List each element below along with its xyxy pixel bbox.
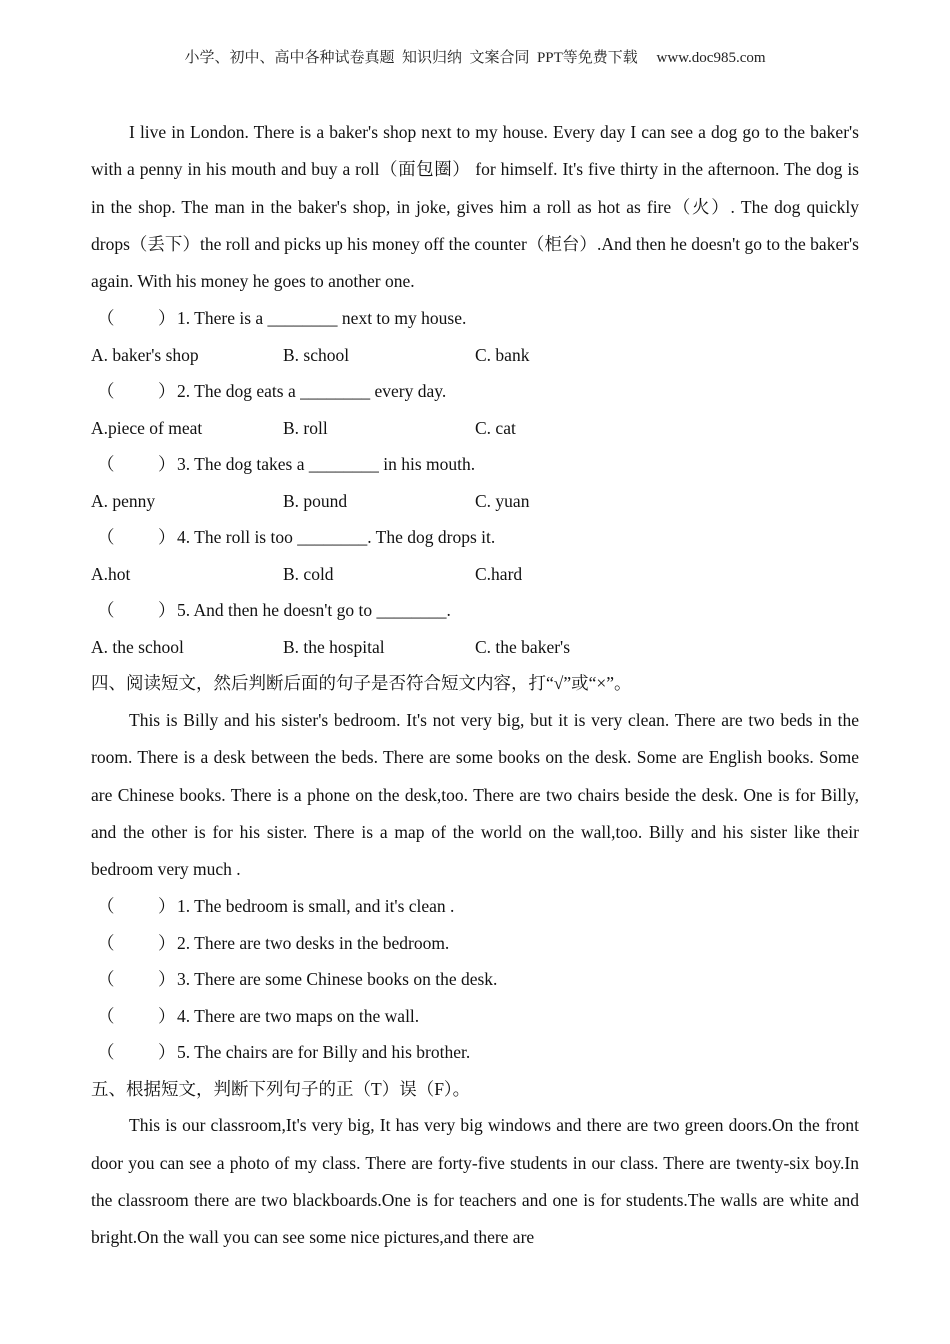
option-b: B. pound bbox=[283, 490, 348, 511]
option-c: C.hard bbox=[475, 563, 523, 584]
options-line bbox=[91, 629, 859, 666]
options-line bbox=[91, 556, 859, 593]
judgement-text: 2. There are two desks in the bedroom. bbox=[177, 932, 450, 953]
section-4-questions bbox=[91, 888, 859, 1071]
judgement-text: 4. There are two maps on the wall. bbox=[177, 1005, 420, 1026]
answer-paren-close: ） bbox=[158, 454, 176, 475]
option-c: C. cat bbox=[475, 417, 516, 438]
passage-1: I live in London. There is a baker's shop next to my house. Every day I can see a dog go to the baker's with a penny in his mouth and buy a roll（面包圈） for himself. It's five thirty in the afternoon. The dog is in the shop. The man in the baker's shop, in joke, gives him a roll as hot as fire（火）. The dog quickly drops（丢下）the roll and picks up his money off the counter（柜台）.And then he doesn't go to the baker's again. With his money he goes to another one. bbox=[91, 122, 859, 292]
answer-paren-open: （ bbox=[97, 932, 115, 953]
judgement-line bbox=[91, 888, 859, 925]
answer-paren-close: ） bbox=[158, 527, 176, 548]
document-body bbox=[91, 114, 859, 1257]
judgement-line bbox=[91, 925, 859, 962]
question-text: 4. The roll is too ________. The dog drops it. bbox=[177, 527, 496, 548]
judgement-text: 5. The chairs are for Billy and his brother. bbox=[177, 1042, 471, 1063]
answer-paren-close: ） bbox=[158, 308, 176, 329]
answer-paren-open: （ bbox=[97, 527, 115, 548]
judgement-line bbox=[91, 1034, 859, 1071]
question-line bbox=[91, 373, 859, 410]
option-c: C. the baker's bbox=[475, 636, 571, 657]
option-c: C. bank bbox=[475, 344, 530, 365]
section-3-questions bbox=[91, 300, 859, 665]
question-text: 5. And then he doesn't go to ________. bbox=[177, 600, 451, 621]
option-b: B. roll bbox=[283, 417, 328, 438]
answer-paren-open: （ bbox=[97, 1042, 115, 1063]
answer-paren-open: （ bbox=[97, 969, 115, 990]
section-5-heading: 五、根据短文，判断下列句子的正（T）误（F）。 bbox=[91, 1078, 471, 1099]
judgement-text: 1. The bedroom is small, and it's clean . bbox=[177, 896, 455, 917]
answer-paren-open: （ bbox=[97, 1005, 115, 1026]
answer-paren-close: ） bbox=[158, 969, 176, 990]
question-text: 2. The dog eats a ________ every day. bbox=[177, 381, 447, 402]
answer-paren-open: （ bbox=[97, 381, 115, 402]
passage-2: This is Billy and his sister's bedroom. It's not very big, but it is very clean. There are two beds in the room. There is a desk between the beds. There are some books on the desk. Some are English books. Some are Chinese books. There is a phone on the desk,too. There are two chairs beside the desk. One is for Billy, and the other is for his sister. There is a map of the world on the wall,too. Billy and his sister like their bedroom very much . bbox=[91, 709, 859, 880]
option-a: A. the school bbox=[91, 636, 184, 657]
options-line bbox=[91, 337, 859, 374]
option-b: B. school bbox=[283, 344, 350, 365]
answer-paren-open: （ bbox=[97, 600, 115, 621]
option-a: A. baker's shop bbox=[91, 344, 199, 365]
question-text: 1. There is a ________ next to my house. bbox=[177, 308, 467, 329]
page-header: 小学、初中、高中各种试卷真题 知识归纳 文案合同 PPT等免费下载 www.doc985.com bbox=[184, 50, 766, 66]
question-line bbox=[91, 300, 859, 337]
answer-paren-close: ） bbox=[158, 600, 176, 621]
question-line bbox=[91, 592, 859, 629]
answer-paren-close: ） bbox=[158, 896, 176, 917]
question-line bbox=[91, 446, 859, 483]
passage-3: This is our classroom,It's very big, It has very big windows and there are two green doors.On the front door you can see a photo of my class. There are forty-five students in our class. There are twenty-six boy.In the classroom there are two blackboards.One is for teachers and one is for students.The walls are white and bright.On the wall you can see some nice pictures,and there are bbox=[91, 1115, 859, 1248]
option-a: A.piece of meat bbox=[91, 417, 203, 438]
option-a: A. penny bbox=[91, 490, 156, 511]
question-line bbox=[91, 519, 859, 556]
answer-paren-close: ） bbox=[158, 932, 176, 953]
option-c: C. yuan bbox=[475, 490, 530, 511]
answer-paren-open: （ bbox=[97, 308, 115, 329]
judgement-line bbox=[91, 961, 859, 998]
option-a: A.hot bbox=[91, 563, 131, 584]
answer-paren-close: ） bbox=[158, 381, 176, 402]
answer-paren-open: （ bbox=[97, 896, 115, 917]
options-line bbox=[91, 483, 859, 520]
answer-paren-open: （ bbox=[97, 454, 115, 475]
judgement-text: 3. There are some Chinese books on the desk. bbox=[177, 969, 498, 990]
option-b: B. the hospital bbox=[283, 636, 385, 657]
judgement-line bbox=[91, 998, 859, 1035]
section-4-heading: 四、阅读短文，然后判断后面的句子是否符合短文内容，打“√”或“×”。 bbox=[91, 673, 632, 694]
options-line bbox=[91, 410, 859, 447]
question-text: 3. The dog takes a ________ in his mouth. bbox=[177, 454, 476, 475]
answer-paren-close: ） bbox=[158, 1042, 176, 1063]
option-b: B. cold bbox=[283, 563, 334, 584]
answer-paren-close: ） bbox=[158, 1005, 176, 1026]
